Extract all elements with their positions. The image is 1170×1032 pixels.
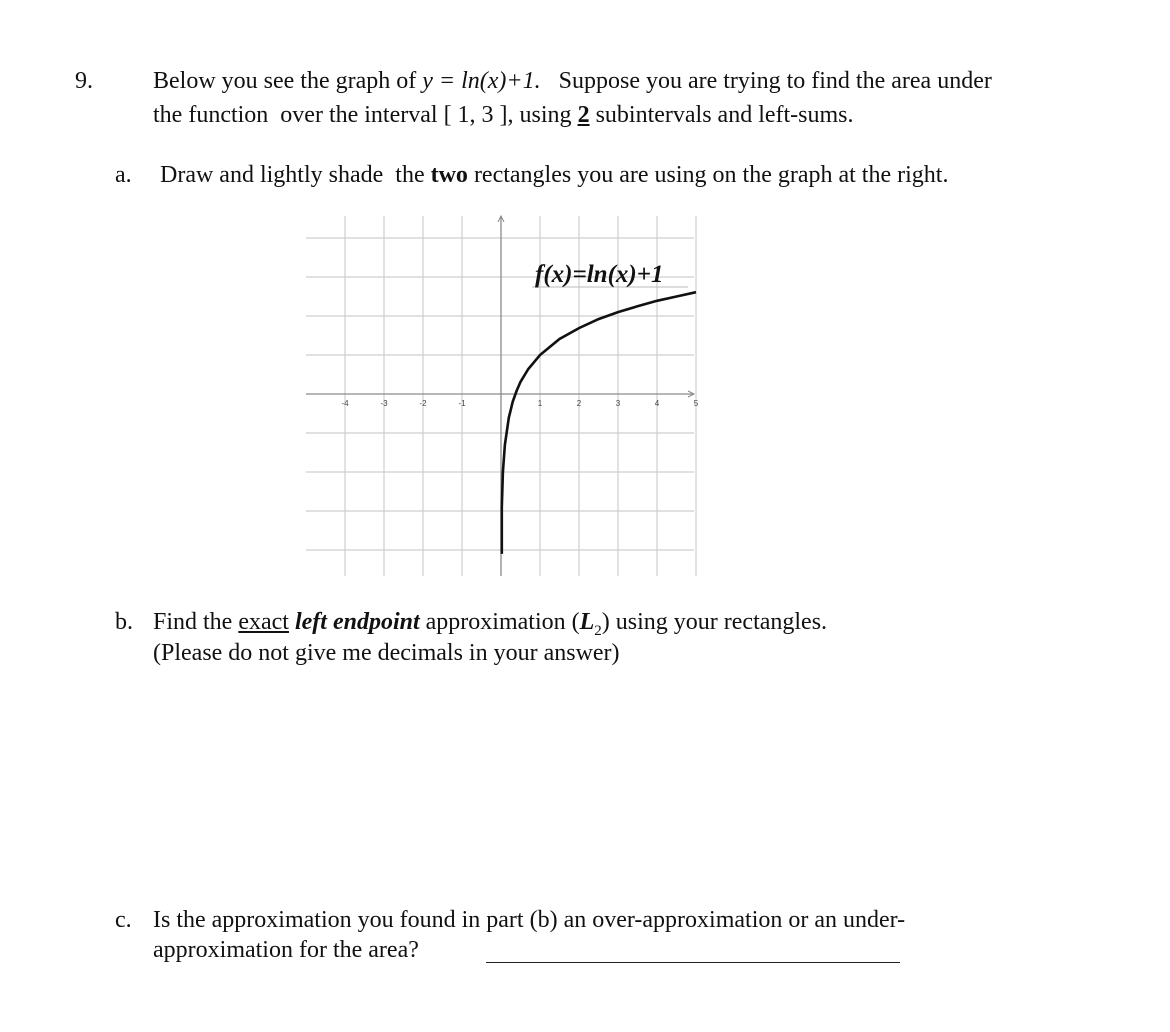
part-b-left-endpoint: left endpoint bbox=[294, 609, 420, 635]
part-c-line-2: approximation for the area? bbox=[153, 937, 419, 963]
x-tick-label: 5 bbox=[693, 399, 699, 408]
part-c-label: c. bbox=[115, 907, 132, 933]
part-a-label: a. bbox=[115, 162, 132, 188]
part-a-end: rectangles you are using on the graph at the right. bbox=[467, 162, 949, 188]
part-b-L: L bbox=[579, 609, 595, 635]
x-tick-label: 4 bbox=[654, 399, 660, 408]
question-line-1 bbox=[153, 66, 992, 96]
tick-labels bbox=[341, 399, 698, 408]
x-tick-label: -4 bbox=[341, 399, 349, 408]
subinterval-count: 2 bbox=[577, 102, 590, 128]
x-tick-label: -2 bbox=[419, 399, 427, 408]
function-curve bbox=[502, 292, 696, 554]
question-line-2-start: the function over the interval [ 1, 3 ], using bbox=[153, 102, 578, 128]
x-tick-label: -3 bbox=[380, 399, 388, 408]
question-line-1-start: Below you see the graph of bbox=[153, 68, 423, 94]
part-b-label: b. bbox=[115, 609, 133, 635]
function-equation: y = ln(x)+1. bbox=[422, 68, 541, 94]
function-label: f(x)=ln(x)+1 bbox=[535, 261, 664, 288]
part-b-start: Find the bbox=[153, 609, 239, 635]
x-tick-label: 2 bbox=[576, 399, 582, 408]
part-b-exact: exact bbox=[238, 609, 289, 635]
question-number: 9. bbox=[75, 68, 93, 94]
x-tick-label: 1 bbox=[537, 399, 543, 408]
part-b-note: (Please do not give me decimals in your answer) bbox=[153, 640, 620, 666]
part-b-subscript: 2 bbox=[594, 622, 602, 639]
question-line-1-end: Suppose you are trying to find the area under bbox=[540, 68, 992, 94]
part-a-start: Draw and lightly shade the bbox=[160, 162, 431, 188]
x-tick-label: 3 bbox=[615, 399, 621, 408]
part-a-text bbox=[160, 160, 948, 190]
function-graph bbox=[300, 212, 700, 582]
answer-blank[interactable] bbox=[486, 962, 900, 963]
question-line-2 bbox=[153, 100, 854, 130]
part-b-end: ) using your rectangles. bbox=[601, 609, 828, 635]
question-line-2-end: subintervals and left-sums. bbox=[589, 102, 854, 128]
part-a-bold: two bbox=[430, 162, 468, 188]
part-c-line-1: Is the approximation you found in part (b) an over-approximation or an under- bbox=[153, 907, 906, 933]
part-b-mid: approximation ( bbox=[419, 609, 580, 635]
x-tick-label: -1 bbox=[458, 399, 466, 408]
